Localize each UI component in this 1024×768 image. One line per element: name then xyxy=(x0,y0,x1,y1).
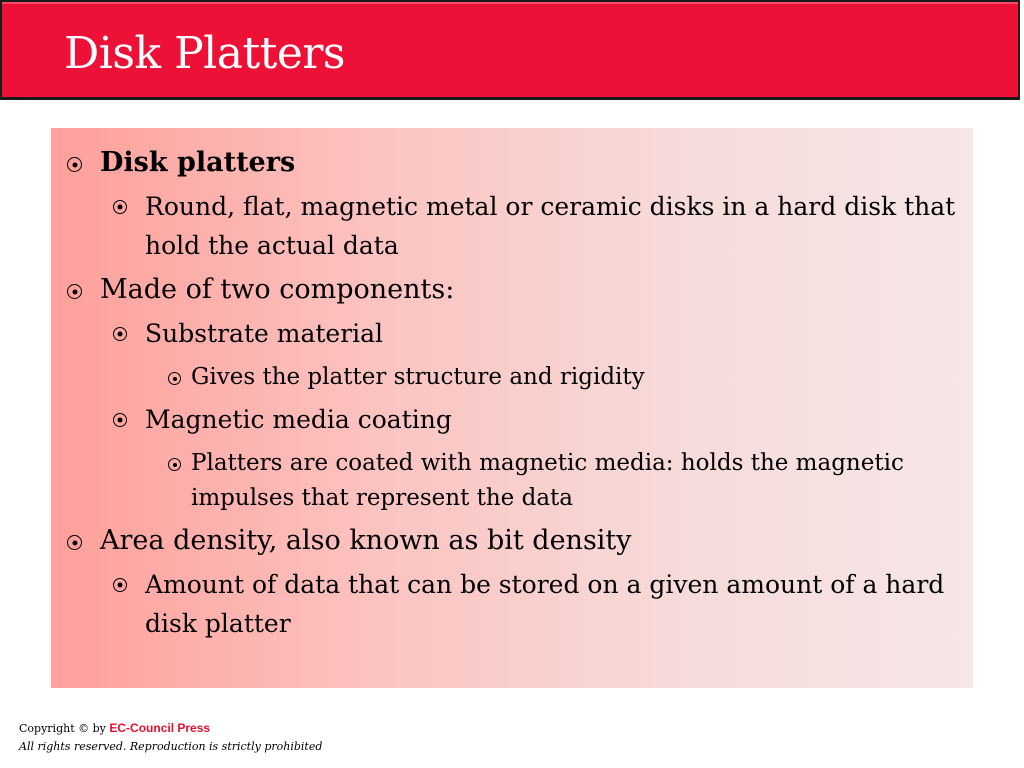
circled-dot-bullet-icon xyxy=(67,284,82,299)
circled-dot-bullet-icon xyxy=(113,327,127,341)
circled-dot-bullet-icon xyxy=(168,458,181,471)
brand-name: EC-Council Press xyxy=(109,721,211,735)
copyright-prefix: Copyright © by xyxy=(19,722,110,735)
bullet-text: Disk platters xyxy=(100,147,296,178)
title-bar xyxy=(0,0,1020,100)
bullet-level2 xyxy=(67,187,959,265)
rights-line: All rights reserved. Reproduction is strictly prohibited xyxy=(19,740,323,753)
bullet-level3 xyxy=(67,446,959,516)
copyright-line xyxy=(19,719,322,738)
bullet-text: Magnetic media coating xyxy=(145,405,452,434)
circled-dot-bullet-icon xyxy=(168,372,181,385)
bullet-text: Amount of data that can be stored on a given amount of a hard disk platter xyxy=(145,570,945,638)
bullet-text: Gives the platter structure and rigidity xyxy=(191,364,645,390)
bullet-text: Platters are coated with magnetic media: holds the magnetic impulses that represent the data xyxy=(191,450,904,511)
circled-dot-bullet-icon xyxy=(113,200,127,214)
bullet-text: Substrate material xyxy=(145,319,384,348)
bullet-level2 xyxy=(67,400,959,439)
circled-dot-bullet-icon xyxy=(67,535,82,550)
bullet-level1 xyxy=(67,271,959,309)
bullet-level2 xyxy=(67,565,959,643)
slide-title: Disk Platters xyxy=(64,28,346,79)
circled-dot-bullet-icon xyxy=(113,578,127,592)
circled-dot-bullet-icon xyxy=(113,413,127,427)
bullet-text: Made of two components: xyxy=(100,274,455,305)
bullet-level1 xyxy=(67,522,959,560)
footer xyxy=(19,719,322,756)
bullet-level1 xyxy=(67,144,959,182)
bullet-text: Round, flat, magnetic metal or ceramic disks in a hard disk that hold the actual data xyxy=(145,192,956,260)
bullet-level2 xyxy=(67,314,959,353)
circled-dot-bullet-icon xyxy=(67,157,82,172)
bullet-text: Area density, also known as bit density xyxy=(100,525,632,556)
content-box xyxy=(51,128,973,688)
bullet-level3 xyxy=(67,360,959,395)
